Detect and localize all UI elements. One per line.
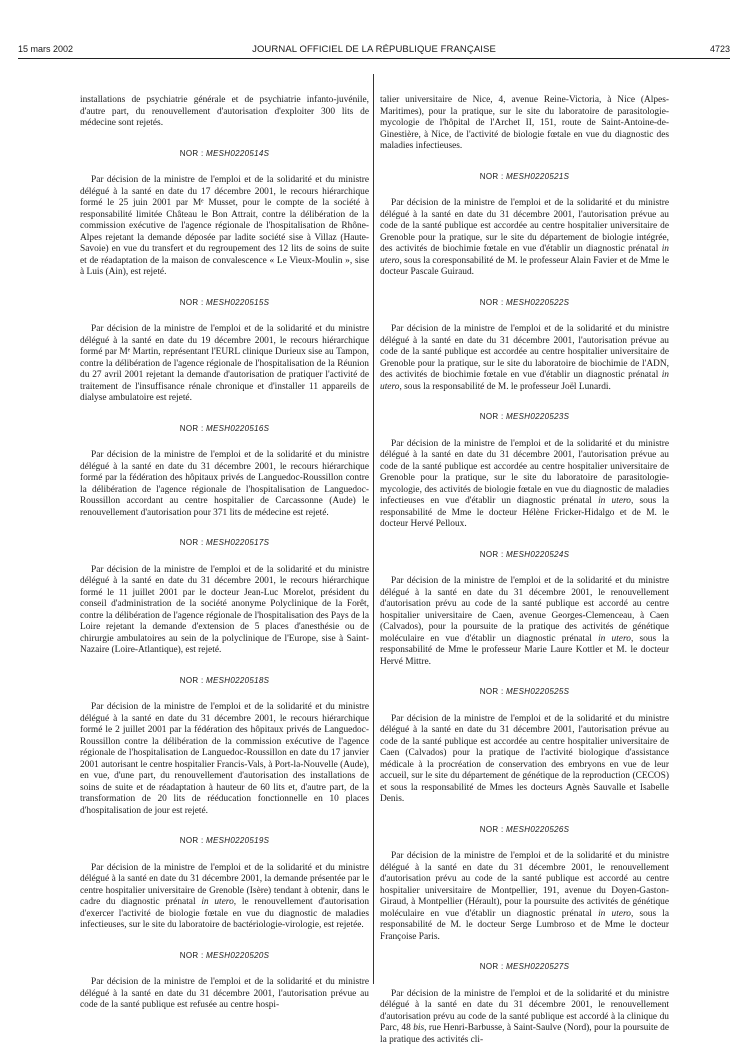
page-number: 4723 bbox=[710, 44, 730, 54]
nor-code: MESH0220524S bbox=[506, 550, 569, 559]
nor-label: NOR : bbox=[480, 172, 504, 181]
nor-code: MESH0220515S bbox=[206, 298, 269, 307]
decision-paragraph: Par décision de la ministre de l'emploi et de la solidarité et du ministre délégué à la santé en date du 31 décembre 2001, le renouvellement d'autorisation prévu au code de la santé publique est accordé au centre hospitalier universitaire de Caen, avenue Georges-Clemenceau, à Caen (Calvados), pour la poursuite de la pratique des activités de génétique moléculaire en vue d'établir un diagnostic prénatal in utero, sous la responsabilité de Mme le professeur Marie Laure Kottler et M. le docteur Hervé Mittre. bbox=[380, 576, 669, 668]
nor-code: MESH0220520S bbox=[206, 951, 269, 960]
nor-heading bbox=[380, 171, 669, 183]
nor-code: MESH0220526S bbox=[506, 825, 569, 834]
nor-label: NOR : bbox=[180, 298, 204, 307]
nor-code: MESH0220527S bbox=[506, 962, 569, 971]
nor-code: MESH0220521S bbox=[506, 172, 569, 181]
nor-label: NOR : bbox=[480, 687, 504, 696]
nor-label: NOR : bbox=[480, 550, 504, 559]
decision-paragraph: Par décision de la ministre de l'emploi et de la solidarité et du ministre délégué à la santé en date du 17 décembre 2001, le recours hiérarchique formé le 25 juin 2001 par Mᵉ Musset, pour le compte de la société à responsabilité limitée Château le Bon Attrait, contre la délibération de la commission exécutive de l'agence régionale de l'hospitalisation de Rhône-Alpes rejetant la demande déposée par ladite société sise à Villaz (Haute-Savoie) en vue du transfert et du regroupement des 12 lits de soins de suite et de réadaptation de la maison de convalescence « Le Vieux-Moulin », sise à Luis (Ain), est rejeté. bbox=[80, 175, 369, 279]
nor-code: MESH0220516S bbox=[206, 424, 269, 433]
nor-heading bbox=[380, 549, 669, 561]
decision-paragraph: Par décision de la ministre de l'emploi et de la solidarité et du ministre délégué à la santé en date du 31 décembre 2001, l'autorisation prévue au code de la santé publique est accordée au centre hospitalier universitaire de Caen (Calvados) pour la pratique de l'activité biologique d'assistance médicale à la procréation de conservation des embryons en vue de leur accueil, sur le site du département de génétique de la reproduction (CECOS) et sous la responsabilité de Mmes les docteurs Agnès Sauvalle et Isabelle Denis. bbox=[380, 714, 669, 806]
decision-paragraph: Par décision de la ministre de l'emploi et de la solidarité et du ministre délégué à la santé en date du 31 décembre 2001, le renouvellement d'autorisation prévu au code de la santé publique est accordé au centre hospitalier universitaire de Montpellier, 191, avenue du Doyen-Gaston-Giraud, à Montpellier (Hérault), pour la poursuite des activités de génétique moléculaire en vue d'établir un diagnostic prénatal in utero, sous la responsabilité de M. le docteur Serge Lumbroso et de Mme le docteur Françoise Paris. bbox=[380, 851, 669, 943]
nor-label: NOR : bbox=[480, 298, 504, 307]
decision-paragraph: Par décision de la ministre de l'emploi et de la solidarité et du ministre délégué à la santé en date du 31 décembre 2001, le recours hiérarchique formé par la fédération des hôpitaux privés de Languedoc-Roussillon contre la délibération de l'agence régionale de l'hospitalisation de Languedoc-Roussillon accordant au centre hospitalier de Carcassonne (Aude) le renouvellement d'autorisation pour 371 lits de médecine est rejeté. bbox=[80, 450, 369, 519]
italic-term: in utero bbox=[598, 909, 631, 919]
decision-paragraph: Par décision de la ministre de l'emploi et de la solidarité et du ministre délégué à la santé en date du 31 décembre 2001, la demande présentée par le centre hospitalier universitaire de Grenoble (Isère) tendant à obtenir, dans le cadre du diagnostic prénatal in utero, le renouvellement d'autorisation d'exercer l'activité de biologie fœtale en vue du diagnostic de maladies infectieuses, sur le site du laboratoire de bactériologie-virologie, est rejetée. bbox=[80, 863, 369, 932]
continued-paragraph: talier universitaire de Nice, 4, avenue Reine-Victoria, à Nice (Alpes-Maritimes), pour la pratique, sur le site du laboratoire de parasitologie-mycologie de l'hôpital de l'Archet II, 151, route de Saint-Antoine-de-Ginestière, à Nice, de l'activité de biologie fœtale en vue du diagnostic des maladies infectieuses. bbox=[380, 95, 669, 153]
decision-paragraph: Par décision de la ministre de l'emploi et de la solidarité et du ministre délégué à la santé en date du 31 décembre 2001, l'autorisation prévue au code de la santé publique est accordée au centre hospitalier universitaire de Grenoble pour la pratique, sur le site du laboratoire de biochimie de l'ADN, des activités de biochimie fœtale en vue d'établir un diagnostic prénatal in utero, sous la responsabilité de M. le professeur Joël Lunardi. bbox=[380, 324, 669, 393]
decision-paragraph: Par décision de la ministre de l'emploi et de la solidarité et du ministre délégué à la santé en date du 31 décembre 2001, le recours hiérarchique formé le 11 juillet 2001 par le docteur Jean-Luc Morelot, président du conseil d'administration de la société anonyme Polyclinique de la Forêt, contre la délibération de l'agence régionale de l'hospitalisation des Pays de la Loire rejetant la demande d'extension de 5 places d'anesthésie ou de chirurgie ambulatoires au sein de la polyclinique de l'Europe, sise à Saint-Nazaire (Loire-Atlantique), est rejeté. bbox=[80, 565, 369, 657]
nor-code: MESH0220523S bbox=[506, 412, 569, 421]
nor-label: NOR : bbox=[180, 676, 204, 685]
nor-label: NOR : bbox=[180, 149, 204, 158]
decision-paragraph: Par décision de la ministre de l'emploi et de la solidarité et du ministre délégué à la santé en date du 31 décembre 2001, l'autorisation prévue au code de la santé publique est accordée au centre hospitalier universitaire de Grenoble pour la pratique, sur le site du laboratoire de parasitologie-mycologie, des activités de biologie fœtale en vue du diagnostic de maladies infectieuses en vue d'établir un diagnostic prénatal in utero, sous la responsabilité de Mme le docteur Hélène Fricker-Hidalgo et de M. le docteur Hervé Pelloux. bbox=[380, 439, 669, 531]
decision-paragraph: Par décision de la ministre de l'emploi et de la solidarité et du ministre délégué à la santé en date du 31 décembre 2001, le recours hiérarchique formé le 2 juillet 2001 par la fédération des hôpitaux privés de Languedoc-Roussillon contre la délibération de la commission exécutive de l'agence régionale de l'hospitalisation de Languedoc-Roussillon en date du 17 janvier 2001 autorisant le centre hospitalier Francis-Vals, à Port-la-Nouvelle (Aude), en vue, d'une part, du renouvellement d'autorisation des installations de soins de suite et de réadaptation à hauteur de 60 lits et, d'autre part, de la transformation de 20 lits de rééducation fonctionnelle en 10 places d'hospitalisation de jour est rejeté. bbox=[80, 702, 369, 817]
italic-term: bis bbox=[413, 1023, 424, 1033]
nor-heading bbox=[380, 961, 669, 973]
nor-code: MESH0220525S bbox=[506, 687, 569, 696]
nor-heading bbox=[80, 148, 369, 160]
nor-label: NOR : bbox=[480, 962, 504, 971]
italic-term: in utero bbox=[598, 496, 631, 506]
nor-label: NOR : bbox=[180, 424, 204, 433]
decision-paragraph: Par décision de la ministre de l'emploi et de la solidarité et du ministre délégué à la santé en date du 31 décembre 2001, le renouvellement d'autorisation prévu au code de la santé publique est accordé à la clinique du Parc, 48 bis, rue Henri-Barbusse, à Saint-Saulve (Nord), pour la poursuite de la pratique des activités cli- bbox=[380, 989, 669, 1046]
nor-heading bbox=[80, 297, 369, 309]
nor-heading bbox=[80, 950, 369, 962]
page-header bbox=[18, 44, 730, 58]
nor-code: MESH0220522S bbox=[506, 298, 569, 307]
header-rule bbox=[18, 58, 730, 59]
nor-label: NOR : bbox=[180, 951, 204, 960]
continued-paragraph: installations de psychiatrie générale et de psychiatrie infanto-juvénile, d'autre part, du renouvellement d'autorisation d'exploiter 300 lits de médecine sont rejetés. bbox=[80, 95, 369, 130]
nor-heading bbox=[380, 686, 669, 698]
issue-date: 15 mars 2002 bbox=[18, 44, 73, 54]
nor-label: NOR : bbox=[480, 825, 504, 834]
column-divider bbox=[373, 74, 374, 984]
decision-paragraph: Par décision de la ministre de l'emploi et de la solidarité et du ministre délégué à la santé en date du 31 décembre 2001, l'autorisation prévue au code de la santé publique est accordée au centre hospitalier universitaire de Grenoble pour la pratique, sur le site du département de biologie intégrée, des activités de biochimie fœtale en vue d'établir un diagnostic prénatal in utero, sous la coresponsabilité de M. le professeur Alain Favier et de Mme le docteur Pascale Guiraud. bbox=[380, 198, 669, 279]
nor-heading bbox=[380, 297, 669, 309]
nor-heading bbox=[80, 423, 369, 435]
right-column bbox=[380, 95, 669, 1046]
left-column bbox=[80, 95, 369, 1012]
nor-heading bbox=[380, 824, 669, 836]
italic-term: in utero bbox=[380, 370, 669, 392]
decision-paragraph: Par décision de la ministre de l'emploi et de la solidarité et du ministre délégué à la santé en date du 19 décembre 2001, le recours hiérarchique formé par Mᵉ Martin, représentant l'EURL clinique Durieux sise au Tampon, contre la délibération de l'agence régionale de l'hospitalisation de la Réunion du 27 avril 2001 rejetant la demande d'autorisation de pratiquer l'activité de traitement de l'insuffisance rénale chronique et d'installer 11 appareils de dialyse ambulatoire est rejeté. bbox=[80, 324, 369, 405]
nor-label: NOR : bbox=[480, 412, 504, 421]
nor-code: MESH0220517S bbox=[206, 538, 269, 547]
nor-heading bbox=[80, 537, 369, 549]
nor-heading bbox=[380, 411, 669, 423]
journal-title: JOURNAL OFFICIEL DE LA RÉPUBLIQUE FRANÇAISE bbox=[18, 44, 730, 55]
nor-label: NOR : bbox=[180, 538, 204, 547]
decision-paragraph: Par décision de la ministre de l'emploi et de la solidarité et du ministre délégué à la santé en date du 31 décembre 2001, l'autorisation prévue au code de la santé publique est refusée au centre hospi- bbox=[80, 977, 369, 1012]
nor-heading bbox=[80, 675, 369, 687]
italic-term: in utero bbox=[380, 244, 669, 266]
nor-code: MESH0220519S bbox=[206, 836, 269, 845]
italic-term: in utero bbox=[201, 897, 233, 907]
italic-term: in utero bbox=[598, 634, 631, 644]
nor-code: MESH0220518S bbox=[206, 676, 269, 685]
nor-label: NOR : bbox=[180, 836, 204, 845]
nor-code: MESH0220514S bbox=[206, 149, 269, 158]
nor-heading bbox=[80, 835, 369, 847]
